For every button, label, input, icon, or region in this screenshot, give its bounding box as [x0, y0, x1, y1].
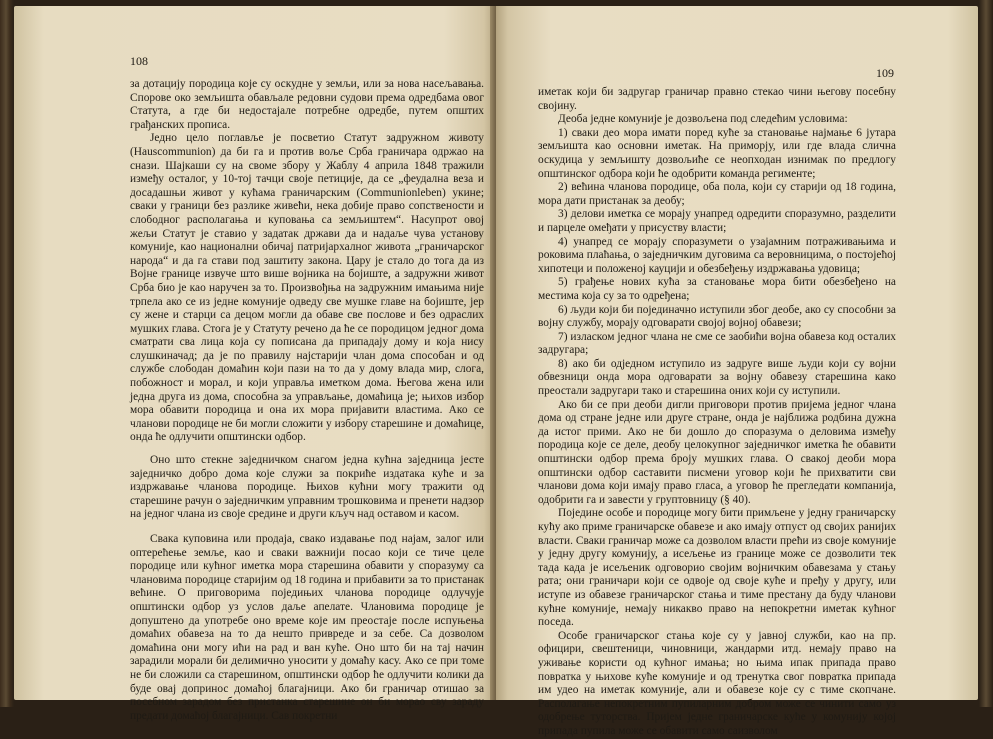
paragraph: Поједине особе и породице могу бити примљене у једну граничарску кућу ако приме граничарске обавезе и ако имају отпуст од својих ранијих власти. Сваки граничар може са дозволом власти прећи из своје комуније у једну другу комунију, а исељење из границе може се дозволити тек тада када је исељеник одговорио својим војничким обавезама у стању рата; они граничари који се одвоје од своје куће и пређу у другу, или иступе из обавезе граничарског стања и тиме престану да буду чланови кућне комуније, немају никакво право на непокретни иметак кућног поседа. — [538, 507, 896, 629]
list-item: 5) грађење нових кућа за становање мора бити обезбеђено на местима која су за то одређена; — [538, 276, 896, 302]
page-number: 109 — [876, 66, 894, 80]
paragraph: Свака куповина или продаја, свако издавање под најам, залог или оптерећење земље, као и сваки важнији посао који се тиче целе породице или кућног иметка мора старешина обавити у споразуму са члановима породице старијим од 18 година и прибавити за то пристанак већине. О приговорима поједињих чланова породице одлучује општински одбор уз услов даље апелате. Члановима породице је допуштено да употребе оно време које им преостаје после испуњења домаћих обавеза на то да нешто привреде и за себе. Са дозволом домаћина они могу ићи на рад и ван куће. Оно што би на тај начин зарадили морали би делимично уносити у домаћу касу. Ако се при томе не би сложили са старешином, општински одбор ће одлучити колики да буде овај допринос домаћој благајници. Ако би граничар отишао за посебном зарадом без пристанка старешине он би морао сву зараду предати домаћој благајници. Сав покретни — [130, 533, 484, 722]
list-item: 4) унапред се морају споразумети о узајамним потраживањима и роковима плаћања, о заједничким дуговима са веровницима, о постојећој хипотеци и положеној кауцији и обезбеђењу издржавања удовица; — [538, 235, 896, 275]
paragraph: за дотацију породица које су оскудне у земљи, или за нова насељавања. Спорове око земљишта обављале редовни судови према одредбама овог Статута, а где би недостајале потребне одредбе, путем општих грађанских прописа. — [130, 78, 484, 131]
list-item: 1) сваки део мора имати поред куће за становање најмање 6 јутара земљишта као основни иметак. На приморју, или где влада слична оскудица у земљишту дозвољиће се неопходан изнимак по предлогу општинског одбора који ће одобрити команда регименте; — [538, 126, 896, 180]
right-page-text — [538, 86, 896, 739]
list-item: 6) људи који би појединачно иступили због деобе, ако су способни за војну службу, морају одговарати својој војној обавези; — [538, 303, 896, 330]
left-page-text — [130, 78, 484, 723]
paragraph: Деоба једне комуније је дозвољена под следећим условима: — [558, 113, 848, 126]
page-number: 108 — [130, 54, 148, 68]
left-page — [14, 6, 496, 722]
paragraph: Оно што стекне заједничком снагом једна кућна заједница јесте заједничко добро дома које служи за покриће издатака куће и за издржавање чланова породице. Њихов кућни могу тражити од старешине рачун о заједничким управним трошковима и пренети надзор на једног члана из своје средине и други кључ над оставом и касом. — [130, 454, 484, 521]
paragraph: Једно цело поглавље је посветио Статут задружном животу (Hauscommunion) да би га и против воље Срба граничара одржао на снази. Шајкаши су на своме збору у Жаблу 4 априла 1848 тражили између осталог, у 10-тој тачци своје петиције, да се „феудална веза и досадашњи живот у кућама граничарским (Communionleben) укине; сваки у граници без разлике живећи, нека добије право сопствености и слободног располагања и куповања са земљиштем“. Насупрот овој жељи Статут је ставио у задатак држави да и надаље чува установу комуније, као национални обичај патријархалног живота „граничарског народа“ и да га стави под заштиту закона. Цару је стало до тога да из Војне границе извуче што више војника на бојиште, а задружни живот Срба био је као наручен за то. Произвођња на задружним имањима није трпела ако се из једне комуније одведу све мушке главе на бојиште, јер су жене и старци са децом могли да обаве све послове и без одраслих мушких глава. Стога је у Статуту речено да ће се породицом једног дома сматрати сва лица која су пописана да припадају дому и која нису слушкиначад; да је по правилу најстарији члан дома способан и од службе слободан домаћин који пази на то да у дому влада мир, слога, побожност и морал, и који управља иметком дома. Његова жена или једна друга из дома, способна за управљање, домаћица је; њихов избор мора обавити породица и она их мора пријавити властима. Ако се чланови породице не би могли сложити у избору старешине и домаћице, онда ће одлучити општински одбор. — [130, 132, 484, 444]
list-item: 2) већина чланова породице, оба пола, који су старији од 18 година, мора дати пристанак за деобу; — [538, 181, 896, 207]
right-page — [496, 6, 978, 737]
paragraph: Особе граничарског стања које су у јавној служби, као на пр. официри, свештеници, чиновници, жандарми итд. немају право на уживање користи од кућног имања; но њима ипак припада право повратка у њихове куће комуније и од тренутка свог повратка припада им удео на иметак комуније, али и обавезе које су с тиме скопчане. Располагање непокретним пупиларним добром може се чинити само уз одобрење туторства. Пријем једне граничарске куће у комунију којој припада пупила може се обавити само саизволом — [538, 629, 896, 737]
list-item: 7) изласком једног члана не сме се заобићи војна обавеза код осталих задругара; — [538, 330, 896, 357]
list-item: 3) делови иметка се морају унапред одредити споразумно, разделити и парцеле омеђати у присуству власти; — [538, 208, 896, 234]
paragraph: иметак који би задругар граничар правно стекао чини његову посебну својину. — [538, 86, 896, 112]
list-item: 8) ако би одједном иступило из задруге више људи који су војни обвезници онда мора одговарати за војну обавезу старешина како преостали задругари тако и старешина оних који су иступили. — [538, 357, 896, 398]
paragraph: Ако би се при деоби дигли приговори против пријема једног члана дома од стране једне или друге стране, онда је најближа родбина дужна да истог прими. Ако не би дошло до споразума о деловима између породица које се деле, деобу целокупног заједничког иметка ће обавити општински одбор према броју мушких глава. О свакој деоби мора општински одбор саставити писмени уговор који ће прихватити сви чланови дома који имају право гласа, а уговор ће прегледати компанија, одобрити га и завести у груптовницу (§ 40). — [538, 398, 896, 506]
